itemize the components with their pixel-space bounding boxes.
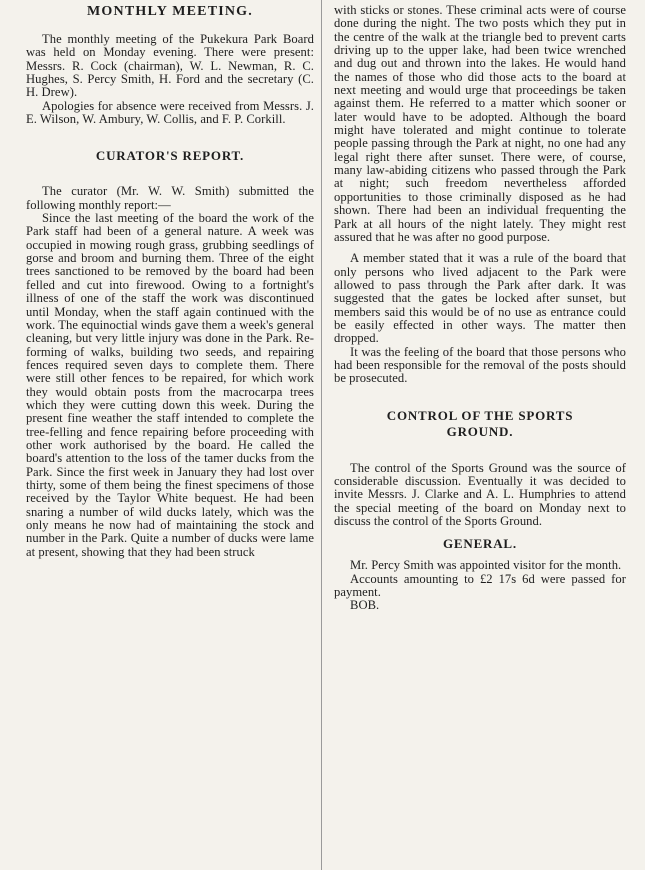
column-divider: [321, 0, 322, 870]
sports-ground-paragraph: The control of the Sports Ground was the source of considerable discussion. Eventually it was decided to invite Messrs. J. Clarke and A. L. Humphries to attend the special meeting of the board on Monday next to discuss the control of the Sports Ground.: [334, 460, 626, 528]
curators-report-heading: CURATOR'S REPORT.: [95, 148, 245, 164]
rule-discussion-paragraph: A member stated that it was a rule of the board that only persons who lived adjacent to the Park were allowed to pass through the Park after dark. It was suggested that the gates be locked after sunset, but members said this would be of no use as entrance could be easily effected in other ways. The matter then dropped.: [334, 251, 626, 346]
general-heading: GENERAL.: [443, 536, 517, 552]
curator-report-paragraph: Since the last meeting of the board the work of the Park staff had been of a general nature. A week was occupied in mowing rough grass, grubbing seedlings of gorse and broom and burning them. Three of the eight trees sanctioned to be removed by the board had been felled and cut into firewood. Owing to a fortnight's illness of one of the staff the work was discontinued until Monday, when the staff again continued with the work. The equinoctial winds gave them a week's general cleaning, but very little injury was done in the Park. Re-forming of walks, building two seeds, and repairing fences required seven days to complete them. There were still other fences to be repaired, for which work they would obtain posts from the macrocarpa trees which they were cutting down this week. During the present fine weather the staff intended to complete the tree-felling and fence repairing before proceeding with other work authorised by the board. He called the board's attention to the loss of the tamer ducks from the Park. Since the first week in January they had lost over thirty, some of them being the finest specimens of those received by the Taylor White bequest. He had been snaring a number of wild ducks lately, which was the only means he now had of maintaining the stock and number in the Park. Quite a number of ducks were lame at present, showing that they had been struck: [26, 211, 314, 559]
signoff: BOB.: [350, 598, 380, 613]
attendance-paragraph: The monthly meeting of the Pukekura Park Board was held on Monday evening. There were present: Messrs. R. Cock (chairman), W. L. Newman, R. C. Hughes, S. Percy Smith, H. Ford and the secretary (C. H. Drew).: [26, 32, 314, 100]
monthly-meeting-heading: MONTHLY MEETING.: [87, 4, 253, 19]
curator-intro-paragraph: The curator (Mr. W. W. Smith) submitted the following monthly report:—: [26, 184, 314, 212]
left-column: [26, 4, 314, 559]
report-continuation-paragraph: with sticks or stones. These criminal acts were of course done during the night. The two posts which they put in the centre of the walk at the triangle bed to prevent carts driving up to the upper lake, had been twice wrenched and dug out and thrown into the lakes. He would hand the names of those who did those acts to the board at next meeting and would urge that proceedings be taken against them. He referred to a matter which sooner or later would have to be adopted. Although the board might have tolerated and might continue to tolerate people passing through the Park at night, no one had any legal right there after sunset. There were, of course, many law-abiding citizens who passed through the Park at night; such freedom nevertheless afforded opportunities to those criminally disposed as he had shown. There had been an individual frequenting the Park at all hours of the night lately. They might rest assured that he was after no good purpose.: [334, 3, 626, 244]
right-column: [334, 4, 626, 613]
sports-ground-heading-line1: CONTROL OF THE SPORTS: [386, 407, 574, 423]
prosecution-paragraph: It was the feeling of the board that those persons who had been responsible for the removal of the posts should be prosecuted.: [334, 344, 626, 386]
sports-ground-heading-line2: GROUND.: [446, 423, 514, 439]
accounts-paragraph: Accounts amounting to £2 17s 6d were passed for payment.: [334, 571, 626, 600]
apologies-paragraph: Apologies for absence were received from Messrs. J. E. Wilson, W. Ambury, W. Collis, and F. P. Corkill.: [26, 98, 314, 127]
visitor-paragraph: Mr. Percy Smith was appointed visitor for the month.: [350, 558, 622, 573]
